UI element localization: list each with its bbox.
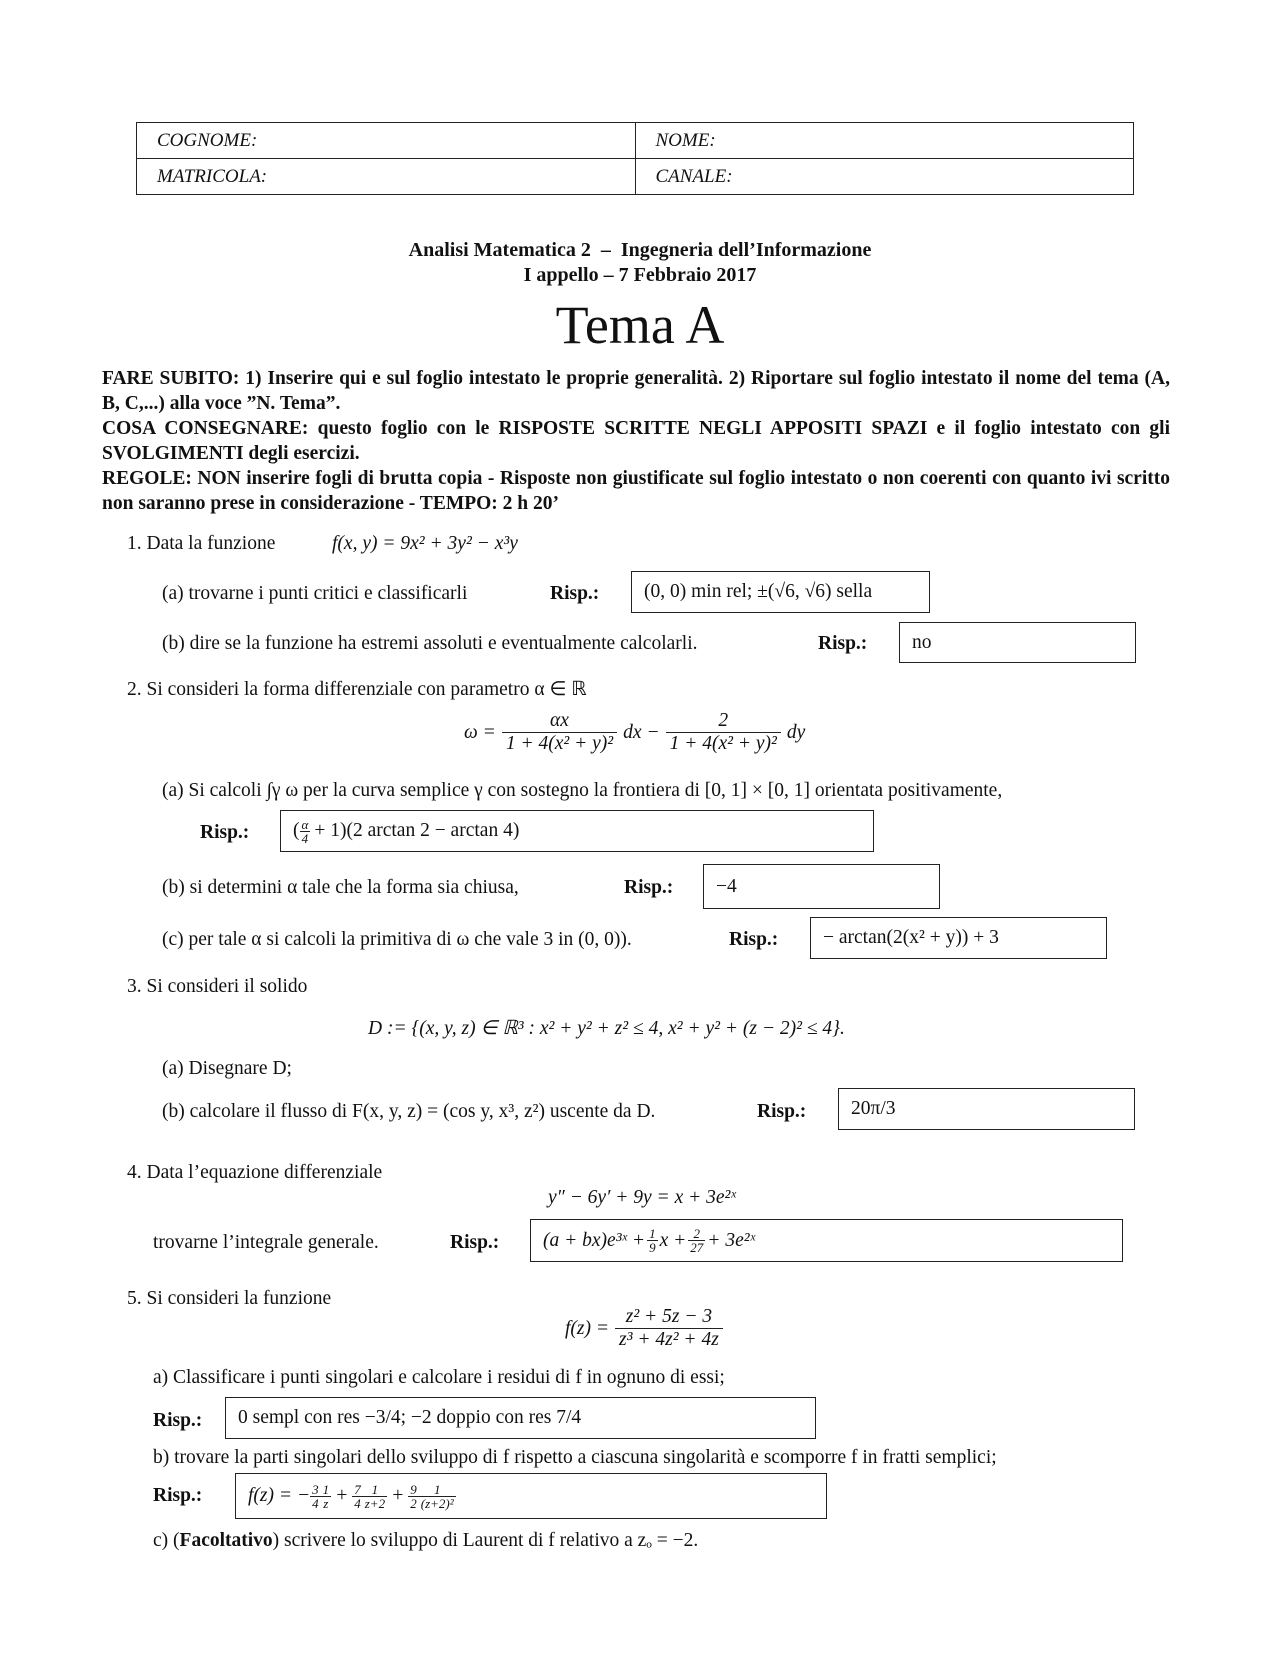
- ex4-answer-tail: + 3e²ˣ: [707, 1229, 756, 1251]
- ex1-intro: 1. Data la funzione: [127, 533, 276, 554]
- course-line-1: Analisi Matematica 2 – Ingegneria dell’Informazione: [408, 239, 872, 261]
- ex5-f-den: z³ + 4z² + 4z: [619, 1329, 719, 1350]
- ex5-b-t1-den: 4: [312, 1495, 319, 1511]
- omega-num-1: αx: [502, 710, 617, 733]
- ex2-a-risp-label: Risp.:: [200, 822, 250, 843]
- ex3-b-answer-box[interactable]: [838, 1088, 1135, 1130]
- ex1-b-text: (b) dire se la funzione ha estremi assoluti e eventualmente calcolarli.: [162, 633, 698, 654]
- ex5-b-plus-1: +: [335, 1485, 349, 1506]
- ex5-b-answer-box[interactable]: [235, 1473, 827, 1519]
- ex2-c-answer-box[interactable]: [810, 917, 1107, 959]
- ex1-function: f(x, y) = 9x² + 3y² − x³y: [332, 533, 518, 554]
- ex2-a-text: (a) Si calcoli ∫γ ω per la curva semplice γ con sostegno la frontiera di [0, 1] × [0, 1] orientata positivamente,: [162, 780, 1003, 801]
- ex1-a-answer-box[interactable]: [631, 571, 930, 613]
- ex5-b-t3b-den: (z+2)²: [420, 1495, 454, 1511]
- exam-rules: [102, 366, 1170, 516]
- rules-regole: REGOLE: NON inserire fogli di brutta copia - Risposte non giustificate sul foglio intestato o non coerenti con quanto ivi scritto non saranno prese in considerazione - TEMPO: 2 h 20’: [102, 468, 1170, 514]
- ex5-b-t1-num: 3: [312, 1481, 319, 1497]
- ex3-b-text: (b) calcolare il flusso di F(x, y, z) = (cos y, x³, z²) uscente da D.: [162, 1101, 656, 1122]
- ex5-b-lhs: f(z) = −: [248, 1485, 311, 1506]
- omega-den-1: 1 + 4(x² + y)²: [505, 733, 614, 754]
- ex5-f-num: z² + 5z − 3: [615, 1306, 723, 1329]
- tema-title: Tema A: [555, 295, 725, 355]
- ex4-f2-den: 27: [690, 1240, 704, 1255]
- ex3-b-answer: 20π/3: [851, 1098, 896, 1119]
- ex5-b-t3-num: 9: [410, 1481, 417, 1497]
- ex5-intro: 5. Si consideri la funzione: [127, 1288, 332, 1309]
- ex2-omega-formula: [464, 710, 805, 755]
- ex2-b-text: (b) si determini α tale che la forma sia chiusa,: [162, 877, 519, 898]
- ex5-a-risp-label: Risp.:: [153, 1410, 203, 1431]
- ex5-a-answer: 0 sempl con res −3/4; −2 doppio con res 7/4: [238, 1407, 582, 1428]
- ex5-b-t1b-den: z: [323, 1495, 329, 1511]
- ex4-text: trovarne l’integrale generale.: [153, 1232, 379, 1253]
- ex3-set: D := {(x, y, z) ∈ ℝ³ : x² + y² + z² ≤ 4, x² + y² + (z − 2)² ≤ 4}.: [368, 1018, 845, 1039]
- ex4-equation: y″ − 6y′ + 9y = x + 3e²ˣ: [548, 1187, 736, 1208]
- student-info-table: [136, 122, 1134, 195]
- ex2-a-frac-num: α: [301, 816, 309, 832]
- ex3-b-risp-label: Risp.:: [757, 1101, 807, 1122]
- ex5-b-t2b-num: 1: [363, 1483, 387, 1497]
- ex2-a-answer-box[interactable]: [280, 810, 874, 852]
- ex1-a-answer: (0, 0) min rel; ±(√6, √6) sella: [644, 581, 873, 602]
- ex5-function: [565, 1306, 723, 1351]
- ex5-a-text: a) Classificare i punti singolari e calcolare i residui di f in ognuno di essi;: [153, 1367, 725, 1388]
- ex5-b-plus-2: +: [391, 1485, 405, 1506]
- ex4-answer-box[interactable]: [530, 1219, 1123, 1262]
- ex2-c-risp-label: Risp.:: [729, 929, 779, 950]
- omega-dy: dy: [786, 721, 806, 743]
- ex2-intro: 2. Si consideri la forma differenziale con parametro α ∈ ℝ: [127, 679, 587, 700]
- ex1-b-answer-box[interactable]: [899, 622, 1136, 663]
- ex5-b-t3-den: 2: [410, 1495, 417, 1511]
- omega-dx: dx −: [623, 721, 660, 743]
- nome-field[interactable]: NOME:: [635, 123, 1134, 159]
- ex4-f1-den: 9: [649, 1240, 656, 1255]
- ex1-a-text: (a) trovarne i punti critici e classificarli: [162, 583, 468, 604]
- ex4-f2-num: 2: [688, 1227, 705, 1241]
- ex5-c-post: ) scrivere lo sviluppo di Laurent di f relativo a zₒ = −2.: [272, 1530, 699, 1551]
- canale-field[interactable]: CANALE:: [635, 159, 1134, 195]
- ex5-b-risp-label: Risp.:: [153, 1485, 203, 1506]
- ex5-a-answer-box[interactable]: [225, 1397, 816, 1439]
- ex1-b-answer: no: [912, 631, 932, 653]
- rules-fare-subito: FARE SUBITO: 1) Inserire qui e sul foglio intestato le proprie generalità. 2) Riportare sul foglio intestato il nome del tema (A, B, C,...) alla voce ”N. Tema”.: [102, 368, 1170, 414]
- ex4-risp-label: Risp.:: [450, 1232, 500, 1253]
- ex5-b-t2-num: 7: [354, 1481, 361, 1497]
- ex2-a-answer: + 1)(2 arctan 2 − arctan 4): [314, 820, 520, 841]
- ex1-b-risp-label: Risp.:: [818, 633, 868, 654]
- ex5-b-t3b-num: 1: [419, 1483, 456, 1497]
- ex1-a-risp-label: Risp.:: [550, 583, 600, 604]
- ex4-intro: 4. Data l’equazione differenziale: [127, 1162, 383, 1183]
- ex3-intro: 3. Si consideri il solido: [127, 976, 308, 997]
- ex2-b-risp-label: Risp.:: [624, 877, 674, 898]
- ex5-c-bold: Facoltativo: [179, 1530, 273, 1551]
- ex5-b-t2-den: 4: [354, 1495, 361, 1511]
- cognome-field[interactable]: COGNOME:: [137, 123, 636, 159]
- course-title: [0, 238, 1280, 288]
- rules-cosa-consegnare: COSA CONSEGNARE: questo foglio con le RISPOSTE SCRITTE NEGLI APPOSITI SPAZI e il foglio intestato con gli SVOLGIMENTI degli esercizi.: [102, 418, 1170, 464]
- ex2-a-frac-den: 4: [301, 830, 309, 846]
- course-line-2: I appello – 7 Febbraio 2017: [523, 264, 757, 286]
- ex2-c-text: (c) per tale α si calcoli la primitiva di ω che vale 3 in (0, 0)).: [162, 929, 632, 950]
- omega-den-2: 1 + 4(x² + y)²: [669, 733, 777, 754]
- ex5-b-t2b-den: z+2: [364, 1495, 386, 1511]
- ex2-a-open-paren: (: [293, 820, 300, 841]
- ex4-answer-mid: x +: [659, 1229, 687, 1251]
- ex5-b-t1b-num: 1: [322, 1481, 330, 1497]
- ex3-a-text: (a) Disegnare D;: [162, 1058, 292, 1079]
- ex5-c-pre: c) (: [153, 1530, 180, 1551]
- ex2-b-answer: −4: [716, 875, 737, 897]
- ex2-b-answer-box[interactable]: [703, 864, 940, 909]
- matricola-field[interactable]: MATRICOLA:: [137, 159, 636, 195]
- ex4-answer-head: (a + bx)e³ˣ +: [543, 1229, 646, 1251]
- ex5-f-lhs: f(z) =: [565, 1317, 610, 1339]
- omega-num-2: 2: [666, 710, 781, 733]
- omega-lhs: ω =: [464, 721, 496, 743]
- ex2-c-answer: − arctan(2(x² + y)) + 3: [823, 927, 999, 948]
- ex4-f1-num: 1: [649, 1226, 656, 1241]
- ex5-b-text: b) trovare la parti singolari dello sviluppo di f rispetto a ciascuna singolarità e scomporre f in fratti semplici;: [153, 1447, 997, 1468]
- ex5-c-text: [153, 1530, 698, 1552]
